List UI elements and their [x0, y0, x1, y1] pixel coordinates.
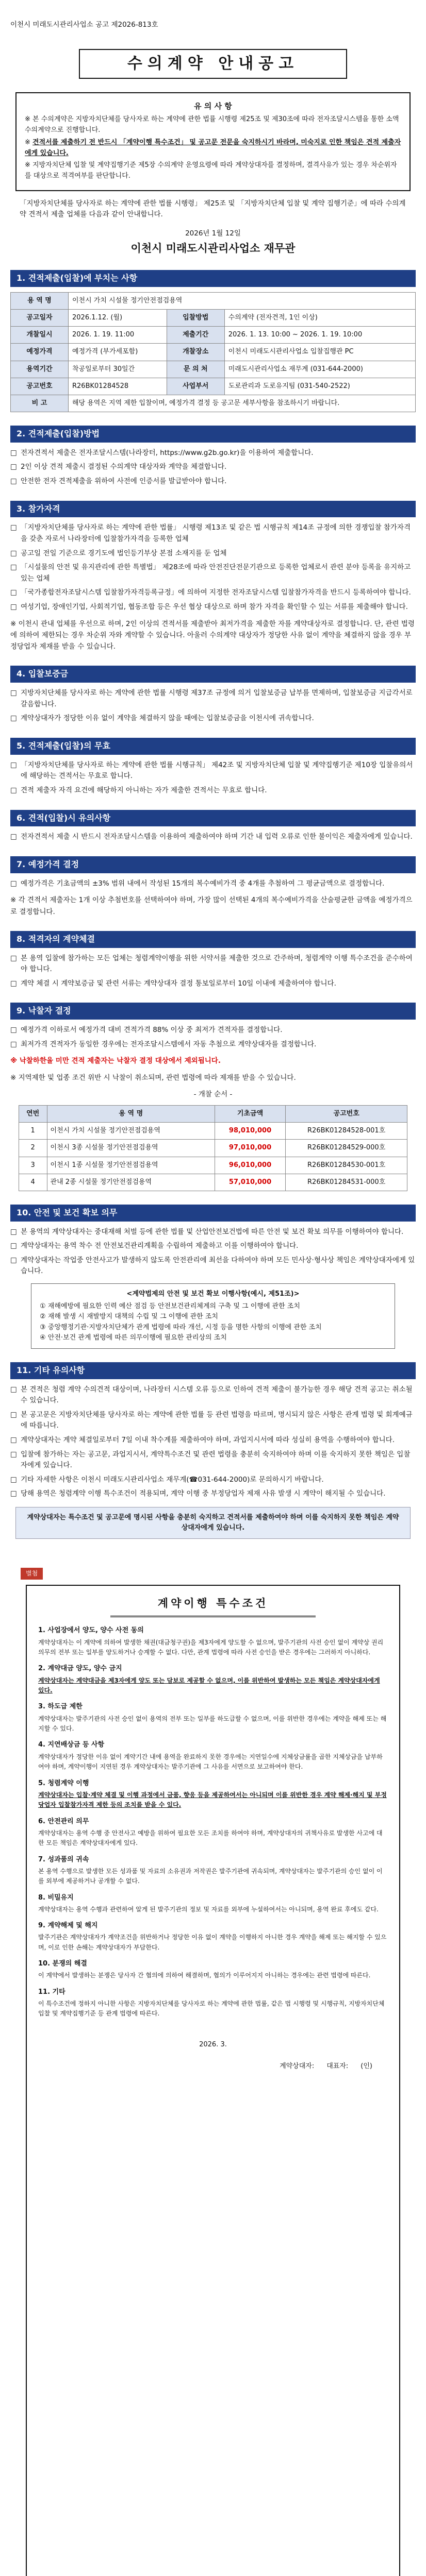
- issuing-org: 이천시 미래도시관리사업소 재무관: [130, 242, 296, 255]
- list-item: □ 계약 체결 시 계약보증금 및 관련 서류는 계약상대자 결정 통보일로부터 10일 이내에 제출하여야 합니다.: [10, 978, 416, 990]
- terms-heading: 2. 계약대금 양도, 양수 금지: [38, 1665, 122, 1673]
- signature-date: 2026. 3.: [199, 2040, 227, 2048]
- section-heading: 7. 예정가격 결정: [10, 856, 416, 873]
- list-item: □ 여성기업, 장애인기업, 사회적기업, 협동조합 등은 우선 협상 대상으로 하며 참가 자격을 확인할 수 있는 서류를 제출해야 합니다.: [10, 602, 416, 613]
- terms-text: 이 특수조건에 정하지 아니한 사항은 지방자치단체를 당사자로 하는 계약에 관한 법률, 같은 법 시행령 및 시행규칙, 지방자치단체 입찰 및 계약집행기준 등 관계 법령에 따른다.: [38, 1999, 385, 2018]
- column-header: 연번: [19, 1106, 47, 1123]
- list-item: □ 계약상대자는 용역 착수 전 안전보건관리계획을 수립하여 제출하고 이를 이행하여야 합니다.: [10, 1241, 416, 1252]
- list-item: □ 「국가종합전자조달시스템 입찰참가자격등록규정」에 의하여 지정한 전자조달시스템 입찰참가자격을 반드시 등록하여야 합니다.: [10, 587, 416, 599]
- list-item: □ 안전한 전자 견적제출을 위하여 사전에 인증서를 발급받아야 합니다.: [10, 476, 416, 487]
- bullet-list: [10, 688, 416, 724]
- list-item: □ 2인 이상 견적 제출시 결정된 수의계약 대상자와 계약을 체결합니다.: [10, 462, 416, 473]
- list-item: □ 당해 용역은 청렴계약 이행 특수조건이 적용되며, 계약 이행 중 부정당업자 제재 사유 발생 시 계약이 해지될 수 있습니다.: [10, 1488, 416, 1500]
- table-row: 2 이천시 3종 시설물 정기안전점검용역 97,010,000 R26BK01284529-000호: [19, 1140, 407, 1157]
- terms-heading: 8. 비밀유지: [38, 1893, 74, 1902]
- bullet-list: [10, 953, 416, 990]
- list-item: □ 기타 자세한 사항은 이천시 미래도시관리사업소 재무계(☎031-644-2000)로 문의하시기 바랍니다.: [10, 1475, 416, 1486]
- list-item: □ 지방자치단체를 당사자로 하는 계약에 관한 법률 시행령 제37조 규정에 의거 입찰보증금 납부를 면제하며, 입찰보증금 지급각서로 갈음합니다.: [10, 688, 416, 710]
- section-heading: 1. 견적제출(입찰)에 부치는 사항: [10, 270, 416, 287]
- list-item: □ 전자견적서 제출 시 반드시 전자조달시스템을 이용하여 제출하여야 하며 기간 내 입력 오류로 인한 불이익은 제출자에게 있습니다.: [10, 832, 416, 843]
- terms-heading: 9. 계약해제 및 해지: [38, 1922, 98, 1930]
- list-item: □ 계약상대자는 계약 체결일로부터 7일 이내 착수계를 제출하여야 하며, 과업지시서에 따라 성실히 용역을 수행하여야 합니다.: [10, 1435, 416, 1446]
- paragraph: ※ 각 견적서 제출자는 1개 이상 추첨번호를 선택하여야 하며, 가장 많이 선택된 4개의 복수예비가격을 산술평균한 금액을 예정가격으로 결정합니다.: [10, 896, 413, 916]
- page-title: 수의계약 안내공고: [79, 49, 347, 79]
- box-item: ② 재해 발생 시 재발방지 대책의 수립 및 그 이행에 관한 조치: [40, 1313, 218, 1321]
- terms-text: 이 계약에서 발생하는 분쟁은 당사자 간 협의에 의하여 해결하며, 협의가 이루어지지 아니하는 경우에는 관련 법령에 따른다.: [38, 1972, 371, 1979]
- representative-label: 대표자:: [326, 2062, 349, 2070]
- box-item: ③ 중앙행정기관·지방자치단체가 관계 법령에 따라 개선, 시정 등을 명한 사항의 이행에 관한 조치: [40, 1323, 322, 1331]
- list-item: □ 「시설물의 안전 및 유지관리에 관한 특별법」 제28조에 따라 안전진단전문기관으로 등록한 업체로서 관련 분야 등록을 유지하고 있는 업체: [10, 562, 416, 584]
- highlight-box: 계약상대자는 특수조건 및 공고문에 명시된 사항을 충분히 숙지하고 견적서를 제출하여야 하며 이를 숙지하지 못한 책임은 계약상대자에게 있습니다.: [15, 1507, 411, 1539]
- list-item: □ 본 용역 입찰에 참가하는 모든 업체는 청렴계약이행을 위한 서약서를 제출한 것으로 간주하며, 청렴계약 이행 특수조건을 준수하여야 합니다.: [10, 953, 416, 975]
- bullet-list: [10, 832, 416, 843]
- terms-text: 계약상대자는 이 계약에 의하여 발생한 채권(대금청구권)을 제3자에게 양도할 수 없으며, 발주기관의 사전 승인 없이 계약상 권리 의무의 전부 또는 일부를 양도하거나 승계할 수 없다. 다만, 관계 법령에 따라 사전 승인을 받은 경우에는 그러하지 아니하다.: [38, 1638, 384, 1656]
- table-row: 1 이천시 가치 시설물 정기안전점검용역 98,010,000 R26BK01284528-001호: [19, 1123, 407, 1140]
- column-header: 기초금액: [215, 1106, 286, 1123]
- column-header: 공고번호: [286, 1106, 407, 1123]
- terms-text: 계약상대자는 입찰·계약 체결 및 이행 과정에서 금품, 향응 등을 제공하여서는 아니되며 이를 위반한 경우 계약 해제·해지 및 부정당업자 입찰참가자격 제한 등의 조치를 받을 수 있다.: [38, 1791, 387, 1809]
- terms-heading: 7. 성과품의 귀속: [38, 1855, 89, 1863]
- terms-text: 발주기관은 계약상대자가 계약조건을 위반하거나 정당한 이유 없이 계약을 이행하지 아니한 경우 계약을 해제 또는 해지할 수 있으며, 이로 인한 손해는 계약상대자가 부담한다.: [38, 1934, 387, 1951]
- warning-text: ※ 낙찰하한율 미만 견적 제출자는 낙찰자 결정 대상에서 제외됩니다.: [10, 1057, 221, 1065]
- section-heading: 11. 기타 유의사항: [10, 1362, 416, 1379]
- seal-mark: (인): [361, 2062, 372, 2070]
- special-terms: [26, 1585, 400, 2576]
- terms-text: 계약상대자는 용역 수행 중 안전사고 예방을 위하여 필요한 모든 조치를 하여야 하며, 계약상대자의 귀책사유로 발생한 사고에 대한 모든 책임은 계약상대자에게 있다.: [38, 1829, 383, 1847]
- notice-number: 이천시 미래도시관리사업소 공고 제2026-813호: [10, 21, 158, 29]
- bullet-list: [10, 1384, 416, 1500]
- terms-title: 계약이행 특수조건: [110, 1595, 316, 1618]
- terms-heading: 1. 사업장에서 양도, 양수 사전 동의: [38, 1626, 144, 1635]
- terms-heading: 3. 하도급 제한: [38, 1703, 83, 1711]
- caution-box: [15, 92, 411, 191]
- list-item: □ 최저가격 견적자가 동일한 경우에는 전자조달시스템에서 자동 추첨으로 계약상대자를 결정합니다.: [10, 1039, 416, 1050]
- list-item: □ 본 견적은 청렴 계약 수의견적 대상이며, 나라장터 시스템 오류 등으로 인하여 견적 제출이 불가능한 경우 해당 견적 공고는 취소될 수 있습니다.: [10, 1384, 416, 1406]
- table-row: 4 관내 2종 시설물 정기안전점검용역 57,010,000 R26BK01284531-000호: [19, 1174, 407, 1191]
- list-item: □ 예정가격 이하로서 예정가격 대비 견적가격 88% 이상 중 최저가 견적자를 결정합니다.: [10, 1025, 416, 1036]
- list-item: □ 「지방자치단체를 당사자로 하는 계약에 관한 법률」 시행령 제13조 및 같은 법 시행규칙 제14조 규정에 의한 경쟁입찰 참가자격을 갖춘 자로서 나라장터에 입찰참가자격을 등록한 업체: [10, 522, 416, 545]
- contractor-label: 계약상대자:: [280, 2062, 315, 2070]
- section-heading: 4. 입찰보증금: [10, 666, 416, 683]
- terms-text: 계약상대자는 발주기관의 사전 승인 없이 용역의 전부 또는 일부를 하도급할 수 없으며, 이를 위반한 경우에는 계약을 해제 또는 해지할 수 있다.: [38, 1715, 387, 1733]
- list-item: □ 본 공고문은 지방자치단체를 당사자로 하는 계약에 관한 법률 등 관련 법령을 따르며, 명시되지 않은 사항은 관계 법령 및 회계예규에 따릅니다.: [10, 1410, 416, 1432]
- terms-text: 계약상대자가 정당한 이유 없이 계약기간 내에 용역을 완료하지 못한 경우에는 지연일수에 지체상금률을 곱한 지체상금을 납부하여야 하며, 계약이행이 지연된 경우 계약상대자는 발주기관에 그 사유를 서면으로 보고하여야 한다.: [38, 1753, 383, 1771]
- paragraph: ※ 이천시 관내 업체를 우선으로 하며, 2인 이상의 견적서를 제출받아 최저가격을 제출한 자를 계약대상자로 결정합니다. 단, 관련 법령에 의하여 제한되는 경우 차순위 자와 계약할 수 있습니다. 아울러 수의계약 대상자가 정당한 사유 없이 계약을 체결하지 않을 경우 부정당업자 제재를 받을 수 있습니다.: [10, 619, 415, 651]
- table-row: 3 이천시 1종 시설물 정기안전점검용역 96,010,000 R26BK01284530-001호: [19, 1157, 407, 1174]
- box-item: ① 재해예방에 필요한 인력 예산 점검 등 안전보건관리체계의 구축 및 그 이행에 관한 조치: [40, 1302, 300, 1311]
- caution-item: ※ 지방자치단체 입찰 및 계약집행기준 제5장 수의계약 운영요령에 따라 계약상대자를 결정하며, 결격사유가 있는 경우 차순위자를 대상으로 적격여부를 판단합니다.: [25, 161, 397, 180]
- bullet-list: [10, 522, 416, 613]
- section-heading: 9. 낙찰자 결정: [10, 1003, 416, 1020]
- table-caption: - 개찰 순서 -: [193, 1090, 233, 1098]
- bullet-list: [10, 760, 416, 796]
- caution-item: ※ 본 수의계약은 지방자치단체를 당사자로 하는 계약에 관한 법률 시행령 제25조 및 제30조에 따라 전자조달시스템을 통한 소액 수의계약으로 진행합니다.: [25, 115, 399, 134]
- terms-heading: 6. 안전관리 의무: [38, 1817, 89, 1825]
- bullet-list: [10, 448, 416, 487]
- terms-heading: 4. 지연배상금 등 사항: [38, 1741, 105, 1749]
- price-table: [19, 1105, 408, 1191]
- notice-date: 2026년 1월 12일: [185, 229, 241, 238]
- terms-heading: 5. 청렴계약 이행: [38, 1779, 89, 1787]
- box-item: ④ 안전·보건 관계 법령에 따른 의무이행에 필요한 관리상의 조치: [40, 1333, 227, 1342]
- section-heading: 8. 적격자의 계약체결: [10, 931, 416, 948]
- safety-box: [31, 1283, 395, 1349]
- terms-heading: 10. 분쟁의 해결: [38, 1960, 87, 1968]
- section-heading: 5. 견적제출(입찰)의 무효: [10, 738, 416, 755]
- list-item: □ 전자견적서 제출은 전자조달시스템(나라장터, https://www.g2b.go.kr)을 이용하여 제출합니다.: [10, 448, 416, 459]
- section-heading: 3. 참가자격: [10, 501, 416, 518]
- box-title: <계약법제의 안전 및 보건 확보 이행사항(예시, 제51조)>: [126, 1290, 300, 1298]
- list-item: □ 「지방자치단체를 당사자로 하는 계약에 관한 법률 시행규칙」 제42조 및 지방자치단체 입찰 및 계약집행기준 제10장 입찰유의서에 해당하는 견적서는 무효로 합니다.: [10, 760, 416, 782]
- attachment-badge: 별첨: [21, 1568, 43, 1580]
- section-heading: 2. 견적제출(입찰)방법: [10, 426, 416, 443]
- caution-item: ※ 견적서를 제출하기 전 반드시 「계약이행 특수조건」 및 공고문 전문을 숙지하시기 바라며, 미숙지로 인한 책임은 견적 제출자에게 있습니다.: [25, 138, 401, 157]
- caution-heading: 유 의 사 항: [194, 101, 232, 111]
- list-item: □ 공고일 전일 기준으로 경기도에 법인등기부상 본점 소재지를 둔 업체: [10, 548, 416, 560]
- terms-text: 계약상대자는 용역 수행과 관련하여 알게 된 발주기관의 정보 및 자료를 외부에 누설하여서는 아니되며, 용역 완료 후에도 같다.: [38, 1905, 379, 1913]
- list-item: □ 본 용역의 계약상대자는 중대재해 처벌 등에 관한 법률 및 산업안전보건법에 따른 안전 및 보건 확보 의무를 이행하여야 합니다.: [10, 1227, 416, 1238]
- list-item: □ 계약상대자가 정당한 이유 없이 계약을 체결하지 않을 때에는 입찰보증금을 이천시에 귀속합니다.: [10, 713, 416, 724]
- terms-text: 본 용역 수행으로 발생한 모든 성과품 및 자료의 소유권과 저작권은 발주기관에 귀속되며, 계약상대자는 발주기관의 승인 없이 이를 외부에 제공하거나 공개할 수 없다.: [38, 1867, 383, 1885]
- bullet-list: [10, 878, 416, 890]
- bullet-list: [10, 1025, 416, 1050]
- list-item: □ 예정가격은 기초금액의 ±3% 범위 내에서 작성된 15개의 복수예비가격 중 4개를 추첨하여 그 평균금액으로 결정합니다.: [10, 878, 416, 890]
- info-table: 용 역 명 이천시 가치 시설물 정기안전점검용역 공고일자 2026.1.12. (월) 입찰방법 수의계약 (전자견적, 1인 이상) 개찰일시 2026. 1. 19. 11:00 제출기간 2026. 1. 13. 10:00 ~ 2026. 1. 19. 10:00 예정가격 예정가격 (부가세포함) 개찰장소 이천시 미래도시관리사업소 입찰집행관 PC 용역기간 착공일로부터 30일간 문 의 처 미래도시관리사업소 재무계 (031-644-2000) 공고번호 R26BK01284528 사업부서 도로관리과 도로유지팀 (031-540-2522) 비 고 해당 용역은 지역 제한 입찰이며, 예정가격 결정 등 공고문 세부사항을 참조하시기 바랍니다.: [10, 292, 416, 412]
- section-heading: 6. 견적(입찰)시 유의사항: [10, 810, 416, 827]
- terms-heading: 11. 기타: [38, 1988, 65, 1996]
- list-item: □ 입찰에 참가하는 자는 공고문, 과업지시서, 계약특수조건 및 관련 법령을 충분히 숙지하여야 하며 이를 숙지하지 못한 책임은 입찰자에게 있습니다.: [10, 1449, 416, 1471]
- terms-text: 계약상대자는 계약대금을 제3자에게 양도 또는 담보로 제공할 수 없으며, 이를 위반하여 발생하는 모든 책임은 계약상대자에게 있다.: [38, 1676, 380, 1694]
- paragraph: ※ 지역제한 및 업종 조건 위반 시 낙찰이 취소되며, 관련 법령에 따라 제재를 받을 수 있습니다.: [10, 1073, 296, 1082]
- list-item: □ 계약상대자는 작업중 안전사고가 발생하지 않도록 안전관리에 최선을 다하여야 하며 모든 민사상·형사상 책임은 계약상대자에게 있습니다.: [10, 1255, 416, 1277]
- section-heading: 10. 안전 및 보건 확보 의무: [10, 1205, 416, 1222]
- intro-text: 「지방자치단체를 당사자로 하는 계약에 관한 법률 시행령」 제25조 및 「지방자치단체 입찰 및 계약 집행기준」에 따라 수의계약 견적서 제출 업체를 다음과 같이 안내합니다.: [20, 199, 406, 218]
- list-item: □ 견적 제출자 자격 요건에 해당하지 아니하는 자가 제출한 견적서는 무효로 합니다.: [10, 785, 416, 796]
- bullet-list: [10, 1227, 416, 1277]
- column-header: 용 역 명: [47, 1106, 215, 1123]
- signature-line: [38, 2061, 388, 2072]
